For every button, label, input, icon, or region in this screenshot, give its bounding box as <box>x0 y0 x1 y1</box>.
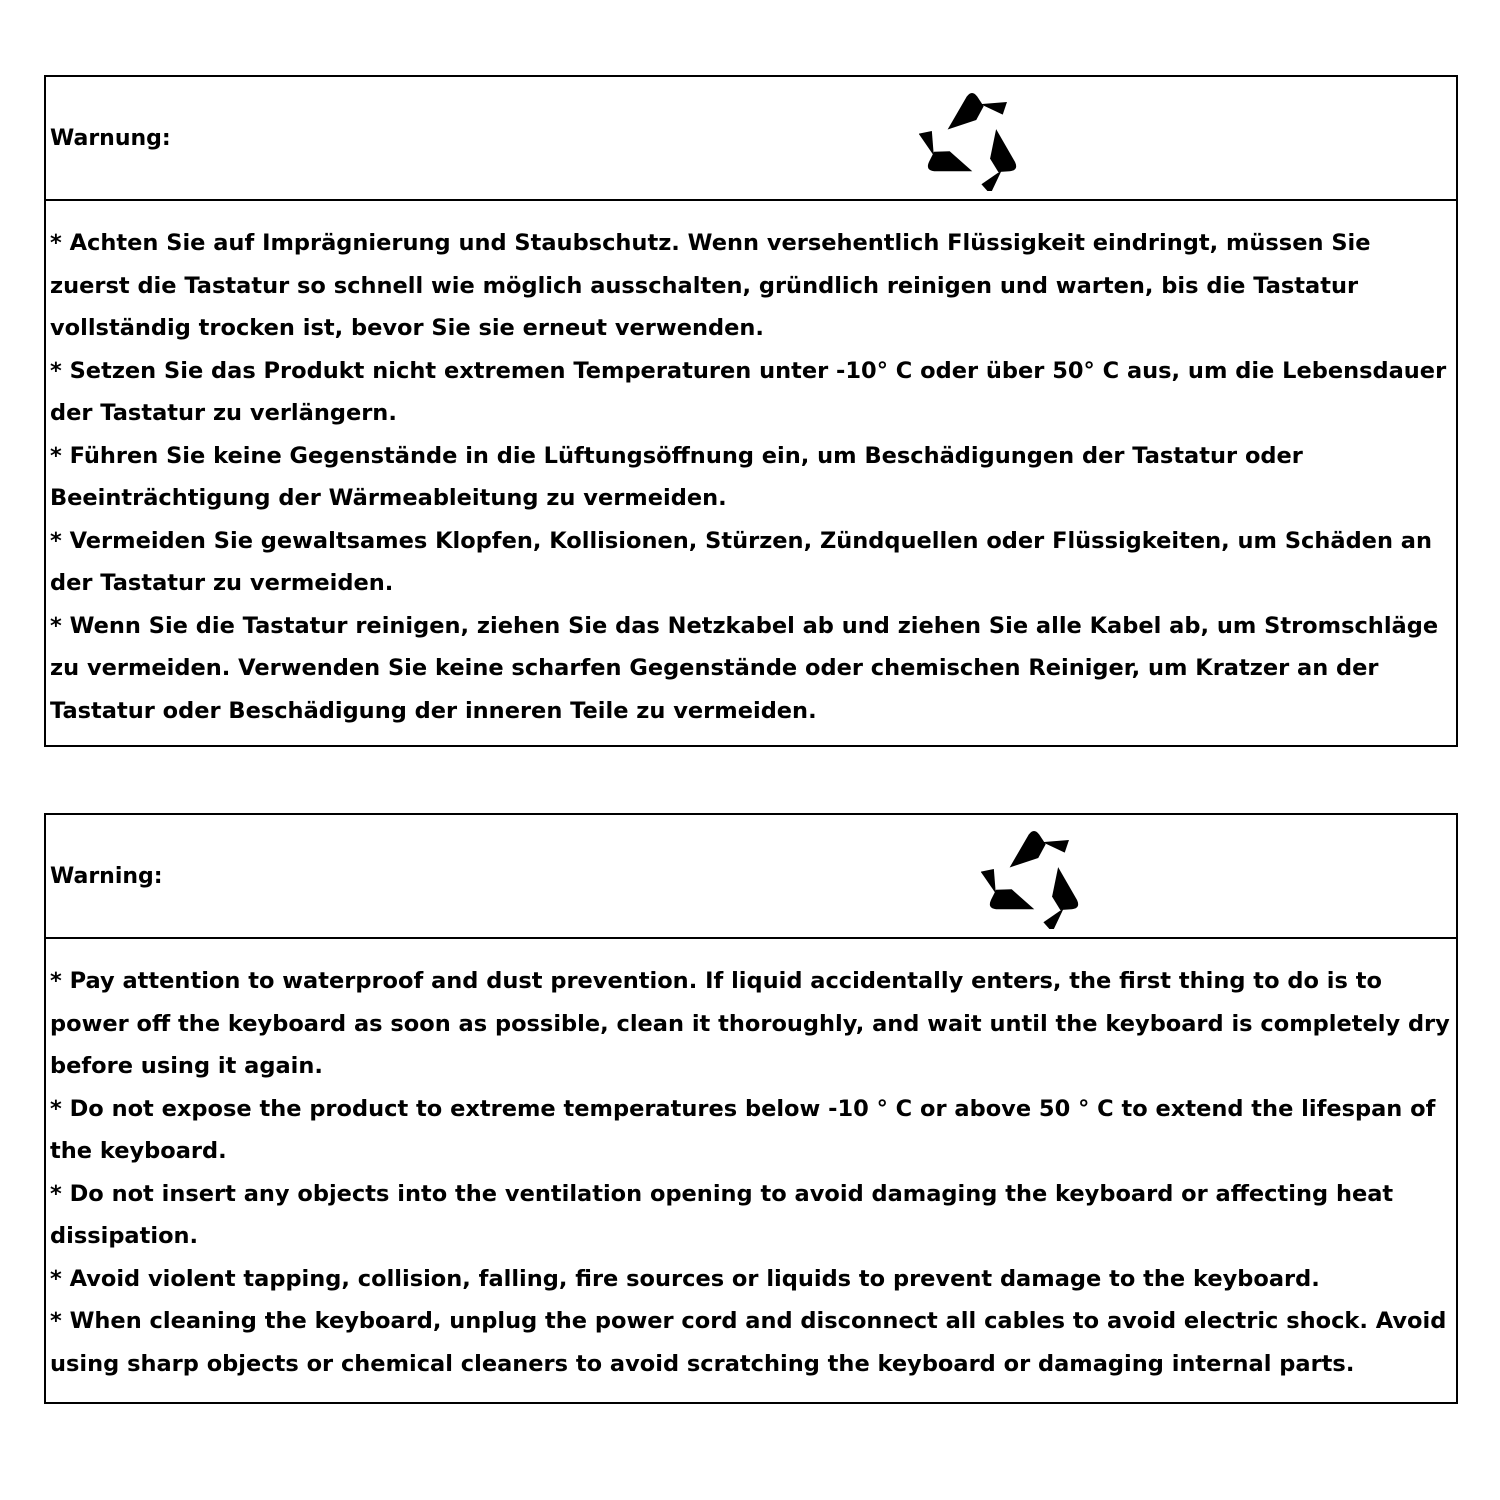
warning-list-english <box>50 960 1452 1385</box>
warning-item: * Führen Sie keine Gegenstände in die Lüftungsöffnung ein, um Beschädigungen der Tastatur oder Beeinträchtigung der Wärmeableitung zu vermeiden. <box>50 442 1303 511</box>
warning-list-german <box>50 222 1452 732</box>
warning-box-german <box>44 75 1458 747</box>
warning-item: * Pay attention to waterproof and dust prevention. If liquid accidentally enters, the first thing to do is to power off the keyboard as soon as possible, clean it thoroughly, and wait until the keyboard is completely dry before using it again. <box>50 968 1450 1079</box>
recycle-icon <box>919 85 1025 191</box>
warning-item: * Setzen Sie das Produkt nicht extremen Temperaturen unter -10° C oder über 50° C aus, um die Lebensdauer der Tastatur zu verlängern. <box>50 357 1447 426</box>
warning-heading-english: Warning: <box>50 864 163 889</box>
warning-item: * Achten Sie auf Imprägnierung und Staubschutz. Wenn versehentlich Flüssigkeit eindringt, müssen Sie zuerst die Tastatur so schnell wie möglich ausschalten, gründlich reinigen und warten, bis die Tastatur vollständig trocken ist, bevor Sie sie erneut verwenden. <box>50 230 1371 341</box>
recycle-icon <box>981 823 1087 929</box>
warning-heading-german: Warnung: <box>50 126 171 151</box>
warning-header-german <box>46 77 1456 201</box>
warning-item: * Avoid violent tapping, collision, falling, fire sources or liquids to prevent damage to the keyboard. <box>50 1265 1320 1292</box>
warning-header-english <box>46 815 1456 939</box>
warning-item: * Vermeiden Sie gewaltsames Klopfen, Kollisionen, Stürzen, Zündquellen oder Flüssigkeiten, um Schäden an der Tastatur zu vermeiden. <box>50 527 1432 596</box>
warning-item: * Wenn Sie die Tastatur reinigen, ziehen Sie das Netzkabel ab und ziehen Sie alle Kabel ab, um Stromschläge zu vermeiden. Verwenden Sie keine scharfen Gegenstände oder chemischen Reiniger, um Kratzer an der Tastatur oder Beschädigung der inneren Teile zu vermeiden. <box>50 612 1439 724</box>
warning-item: * When cleaning the keyboard, unplug the power cord and disconnect all cables to avoid electric shock. Avoid using sharp objects or chemical cleaners to avoid scratching the keyboard or damaging internal parts. <box>50 1308 1447 1377</box>
warning-item: * Do not expose the product to extreme temperatures below -10 ° C or above 50 ° C to extend the lifespan of the keyboard. <box>50 1095 1436 1164</box>
warning-box-english <box>44 813 1458 1404</box>
warning-item: * Do not insert any objects into the ventilation opening to avoid damaging the keyboard or affecting heat dissipation. <box>50 1180 1394 1249</box>
